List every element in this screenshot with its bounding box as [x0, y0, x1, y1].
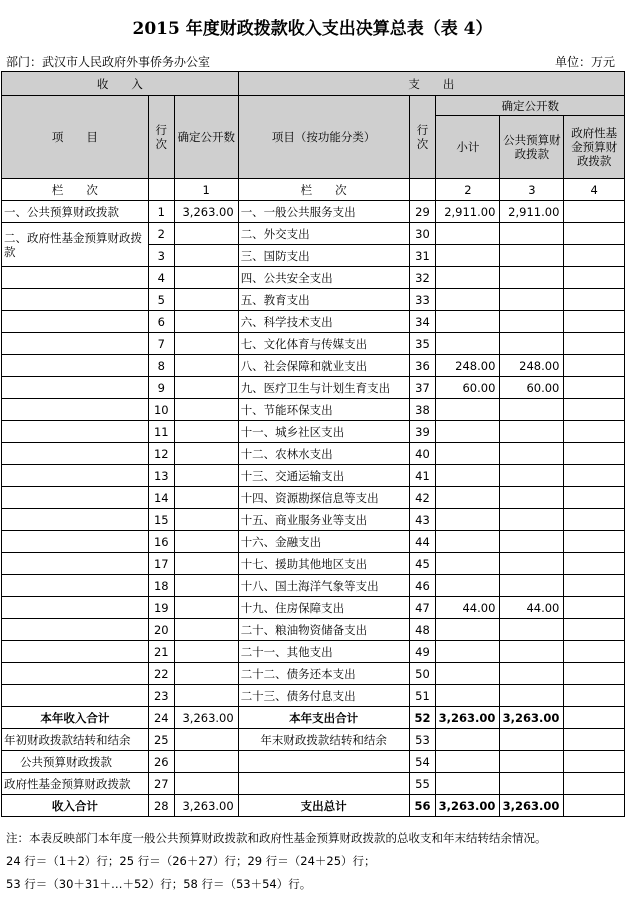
- row-no: 1: [148, 201, 174, 223]
- expense-public-budget: 60.00: [500, 377, 564, 399]
- table-row: [2, 267, 625, 289]
- expense-gov-fund: [564, 311, 625, 333]
- row-no: 38: [409, 399, 436, 421]
- row-no: 53: [409, 729, 436, 751]
- expense-gov-fund: [564, 289, 625, 311]
- expense-gov-fund: [564, 597, 625, 619]
- expense-total-public: 3,263.00: [500, 795, 564, 817]
- row-no: 30: [409, 223, 436, 245]
- income-item: [2, 311, 149, 333]
- expense-gov-fund: [564, 201, 625, 223]
- income-item: [2, 597, 149, 619]
- row-no: 17: [148, 553, 174, 575]
- expense-public-budget: [500, 421, 564, 443]
- row-no-header: 行次: [148, 96, 174, 179]
- table-row: [2, 289, 625, 311]
- formula-note: 53 行＝（30＋31＋…＋52）行；58 行＝（53＋54）行。: [6, 877, 312, 891]
- expense-subtotal: [436, 685, 500, 707]
- row-no: 32: [409, 267, 436, 289]
- expense-subtotal: [436, 267, 500, 289]
- expense-public-budget: [500, 289, 564, 311]
- row-no: 52: [409, 707, 436, 729]
- income-amount: [174, 223, 238, 245]
- header-row-sections: [2, 72, 625, 96]
- department-label: 部门：武汉市人民政府外事侨务办公室: [6, 55, 211, 69]
- row-no: 14: [148, 487, 174, 509]
- balance-row: [2, 729, 625, 751]
- income-item: [2, 663, 149, 685]
- expense-subtotal: [436, 399, 500, 421]
- col-index-1: 1: [174, 179, 238, 201]
- expense-subtotal: [436, 311, 500, 333]
- expense-public-budget: [500, 553, 564, 575]
- income-item: [2, 465, 149, 487]
- table-row: [2, 641, 625, 663]
- row-no: 23: [148, 685, 174, 707]
- expense-public-budget: [500, 663, 564, 685]
- row-no: 3: [148, 245, 174, 267]
- table-row: [2, 333, 625, 355]
- column-label: 栏 次: [238, 179, 409, 201]
- row-no: 15: [148, 509, 174, 531]
- expense-gov-fund: [564, 399, 625, 421]
- expense-subtotal: 2,911.00: [436, 201, 500, 223]
- table-row: [2, 575, 625, 597]
- expense-gov-fund: [564, 663, 625, 685]
- expense-item: 二十一、其他支出: [238, 641, 409, 663]
- expense-subtotal: [436, 223, 500, 245]
- expense-public-budget: [500, 443, 564, 465]
- row-no: 20: [148, 619, 174, 641]
- expense-gov-fund: [564, 575, 625, 597]
- public-budget-balance-row: [2, 751, 625, 773]
- expense-item: 二、外交支出: [238, 223, 409, 245]
- row-no: 28: [148, 795, 174, 817]
- expense-public-budget: [500, 245, 564, 267]
- expense-subtotal: [436, 333, 500, 355]
- expense-public-budget: [500, 685, 564, 707]
- income-item: [2, 399, 149, 421]
- expense-item: 六、科学技术支出: [238, 311, 409, 333]
- page-title: 2015 年度财政拨款收入支出决算总表（表 4）: [132, 19, 493, 39]
- year-expense-subtotal: 3,263.00: [436, 707, 500, 729]
- table-row: [2, 531, 625, 553]
- expense-public-budget: 2,911.00: [500, 201, 564, 223]
- income-amount: [174, 531, 238, 553]
- year-income-label: 本年收入合计: [2, 707, 149, 729]
- row-no: 29: [409, 201, 436, 223]
- unit-label: 单位：万元: [554, 55, 615, 69]
- income-amount: [174, 289, 238, 311]
- row-no: 42: [409, 487, 436, 509]
- row-no: 9: [148, 377, 174, 399]
- public-budget-label: 公共预算财政拨款: [2, 751, 149, 773]
- expense-public-budget: [500, 333, 564, 355]
- row-no: 8: [148, 355, 174, 377]
- row-no: 47: [409, 597, 436, 619]
- income-amount: [174, 399, 238, 421]
- expense-item: 三、国防支出: [238, 245, 409, 267]
- income-amount: [174, 509, 238, 531]
- expense-gov-fund: [564, 685, 625, 707]
- income-amount: [174, 377, 238, 399]
- row-no: 48: [409, 619, 436, 641]
- expense-gov-fund: [564, 267, 625, 289]
- income-item: 二、政府性基金预算财政拨款: [2, 223, 149, 267]
- expense-subtotal: 60.00: [436, 377, 500, 399]
- row-no: 12: [148, 443, 174, 465]
- row-no: 39: [409, 421, 436, 443]
- income-amount: [174, 553, 238, 575]
- row-no: 10: [148, 399, 174, 421]
- expense-item: 九、医疗卫生与计划生育支出: [238, 377, 409, 399]
- table-row: [2, 399, 625, 421]
- year-expense-label: 本年支出合计: [238, 707, 409, 729]
- expense-item: 十二、农林水支出: [238, 443, 409, 465]
- expense-item: 二十二、债务还本支出: [238, 663, 409, 685]
- row-no: 44: [409, 531, 436, 553]
- income-amount: [174, 245, 238, 267]
- formula-note: 24 行＝（1＋2）行；25 行＝（26＋27）行；29 行＝（24＋25）行；: [6, 854, 376, 868]
- table-row: [2, 597, 625, 619]
- income-total-amount: 3,263.00: [174, 795, 238, 817]
- expense-item: 十七、援助其他地区支出: [238, 553, 409, 575]
- table-row: [2, 685, 625, 707]
- income-item: [2, 487, 149, 509]
- income-amount: [174, 355, 238, 377]
- gov-fund-label: 政府性基金预算财政拨款: [2, 773, 149, 795]
- income-amount: [174, 641, 238, 663]
- row-no: 35: [409, 333, 436, 355]
- income-total-label: 收入合计: [2, 795, 149, 817]
- expense-item: 一、一般公共服务支出: [238, 201, 409, 223]
- end-balance-label: 年末财政拨款结转和结余: [238, 729, 409, 751]
- row-no: 43: [409, 509, 436, 531]
- income-amount: 3,263.00: [174, 201, 238, 223]
- expense-item: 八、社会保障和就业支出: [238, 355, 409, 377]
- expense-gov-fund: [564, 377, 625, 399]
- income-amount: [174, 443, 238, 465]
- expense-subtotal: 248.00: [436, 355, 500, 377]
- expense-gov-fund: [564, 553, 625, 575]
- row-no: 11: [148, 421, 174, 443]
- table-row: [2, 663, 625, 685]
- row-no: 49: [409, 641, 436, 663]
- subtotal-header: 小计: [436, 116, 500, 179]
- expense-public-budget: [500, 509, 564, 531]
- row-no: 40: [409, 443, 436, 465]
- expense-gov-fund: [564, 531, 625, 553]
- income-item: [2, 333, 149, 355]
- gov-fund-header: 政府性基金预算财政拨款: [564, 116, 625, 179]
- expense-item: 十五、商业服务业等支出: [238, 509, 409, 531]
- expense-public-budget: [500, 311, 564, 333]
- col-index-2: 2: [436, 179, 500, 201]
- income-item: [2, 421, 149, 443]
- expense-subtotal: [436, 487, 500, 509]
- row-no: 54: [409, 751, 436, 773]
- income-item: [2, 685, 149, 707]
- table-row: [2, 355, 625, 377]
- income-item: [2, 509, 149, 531]
- income-item: [2, 641, 149, 663]
- row-no: 5: [148, 289, 174, 311]
- expense-gov-fund: [564, 443, 625, 465]
- table-row: [2, 509, 625, 531]
- expense-item: 十四、资源勘探信息等支出: [238, 487, 409, 509]
- confirmed-amount-header: 确定公开数: [174, 96, 238, 179]
- row-no: 36: [409, 355, 436, 377]
- income-item: 一、公共预算财政拨款: [2, 201, 149, 223]
- public-budget-header: 公共预算财政拨款: [500, 116, 564, 179]
- column-index-row: [2, 179, 625, 201]
- expense-public-budget: [500, 465, 564, 487]
- expense-subtotal: [436, 531, 500, 553]
- expense-subtotal: [436, 641, 500, 663]
- income-item: [2, 575, 149, 597]
- table-note: 注：本表反映部门本年度一般公共预算财政拨款和政府性基金预算财政拨款的总收支和年末结转结余情况。: [6, 831, 547, 845]
- income-item: [2, 355, 149, 377]
- expense-item: 十三、交通运输支出: [238, 465, 409, 487]
- expense-public-budget: [500, 575, 564, 597]
- row-no: 25: [148, 729, 174, 751]
- income-item: [2, 553, 149, 575]
- row-no: 16: [148, 531, 174, 553]
- table-row: [2, 487, 625, 509]
- expense-public-budget: 44.00: [500, 597, 564, 619]
- income-amount: [174, 597, 238, 619]
- expense-subtotal: [436, 289, 500, 311]
- expense-public-budget: [500, 487, 564, 509]
- row-no: 51: [409, 685, 436, 707]
- expense-subtotal: [436, 619, 500, 641]
- row-no: 18: [148, 575, 174, 597]
- income-header: 收 入: [2, 72, 239, 96]
- expense-public-budget: [500, 641, 564, 663]
- expense-item: 二十、粮油物资储备支出: [238, 619, 409, 641]
- row-no: 26: [148, 751, 174, 773]
- row-no: 24: [148, 707, 174, 729]
- item-header: 项 目: [2, 96, 149, 179]
- row-no: 33: [409, 289, 436, 311]
- income-item: [2, 531, 149, 553]
- expense-item: 十、节能环保支出: [238, 399, 409, 421]
- year-expense-public: 3,263.00: [500, 707, 564, 729]
- expense-public-budget: [500, 531, 564, 553]
- income-amount: [174, 487, 238, 509]
- expense-item: 四、公共安全支出: [238, 267, 409, 289]
- row-no: 50: [409, 663, 436, 685]
- row-no: 19: [148, 597, 174, 619]
- expense-item: 五、教育支出: [238, 289, 409, 311]
- income-item: [2, 443, 149, 465]
- expense-gov-fund: [564, 333, 625, 355]
- expense-subtotal: [436, 575, 500, 597]
- col-index-3: 3: [500, 179, 564, 201]
- row-no: 41: [409, 465, 436, 487]
- row-no: 13: [148, 465, 174, 487]
- income-item: [2, 619, 149, 641]
- income-amount: [174, 267, 238, 289]
- expense-gov-fund: [564, 641, 625, 663]
- row-no: 34: [409, 311, 436, 333]
- income-amount: [174, 619, 238, 641]
- expense-subtotal: [436, 553, 500, 575]
- grand-total-row: [2, 795, 625, 817]
- row-no: 27: [148, 773, 174, 795]
- row-no: 56: [409, 795, 436, 817]
- expense-subtotal: [436, 443, 500, 465]
- expense-subtotal: [436, 421, 500, 443]
- expense-subtotal: 44.00: [436, 597, 500, 619]
- table-row: [2, 553, 625, 575]
- income-amount: [174, 663, 238, 685]
- income-amount: [174, 685, 238, 707]
- income-item: [2, 267, 149, 289]
- expense-item: 十六、金融支出: [238, 531, 409, 553]
- expense-item: 七、文化体育与传媒支出: [238, 333, 409, 355]
- expense-gov-fund: [564, 355, 625, 377]
- expense-item: 十八、国土海洋气象等支出: [238, 575, 409, 597]
- row-no: 37: [409, 377, 436, 399]
- expense-gov-fund: [564, 509, 625, 531]
- expense-subtotal: [436, 465, 500, 487]
- expense-gov-fund: [564, 619, 625, 641]
- row-no: 55: [409, 773, 436, 795]
- col-index-4: 4: [564, 179, 625, 201]
- income-item: [2, 377, 149, 399]
- table-row: [2, 443, 625, 465]
- expense-public-budget: [500, 267, 564, 289]
- row-no: 46: [409, 575, 436, 597]
- table-row: [2, 421, 625, 443]
- expense-public-budget: [500, 619, 564, 641]
- confirmed-public-header: 确定公开数: [436, 96, 625, 116]
- expense-item: 二十三、债务付息支出: [238, 685, 409, 707]
- expense-row-no-header: 行次: [409, 96, 436, 179]
- income-amount: [174, 333, 238, 355]
- row-no: 22: [148, 663, 174, 685]
- table-row: [2, 619, 625, 641]
- year-income-amount: 3,263.00: [174, 707, 238, 729]
- year-total-row: [2, 707, 625, 729]
- expense-header: 支 出: [238, 72, 624, 96]
- expense-gov-fund: [564, 223, 625, 245]
- row-no: 31: [409, 245, 436, 267]
- table-row: [2, 465, 625, 487]
- expense-public-budget: [500, 223, 564, 245]
- expense-item: 十一、城乡社区支出: [238, 421, 409, 443]
- row-no: 45: [409, 553, 436, 575]
- budget-table: [1, 71, 625, 817]
- header-row-labels: [2, 96, 625, 116]
- column-label: 栏 次: [2, 179, 149, 201]
- expense-gov-fund: [564, 465, 625, 487]
- table-row: [2, 223, 625, 245]
- expense-gov-fund: [564, 487, 625, 509]
- table-row: [2, 311, 625, 333]
- gov-fund-balance-row: [2, 773, 625, 795]
- row-no: 7: [148, 333, 174, 355]
- row-no: 6: [148, 311, 174, 333]
- row-no: 2: [148, 223, 174, 245]
- expense-gov-fund: [564, 421, 625, 443]
- function-item-header: 项目（按功能分类）: [238, 96, 409, 179]
- income-item: [2, 289, 149, 311]
- expense-public-budget: [500, 399, 564, 421]
- expense-public-budget: 248.00: [500, 355, 564, 377]
- row-no: 4: [148, 267, 174, 289]
- expense-gov-fund: [564, 245, 625, 267]
- income-amount: [174, 465, 238, 487]
- begin-balance-label: 年初财政拨款结转和结余: [2, 729, 149, 751]
- income-amount: [174, 575, 238, 597]
- income-amount: [174, 311, 238, 333]
- expense-subtotal: [436, 245, 500, 267]
- expense-total-subtotal: 3,263.00: [436, 795, 500, 817]
- table-row: [2, 377, 625, 399]
- expense-item: 十九、住房保障支出: [238, 597, 409, 619]
- expense-subtotal: [436, 509, 500, 531]
- table-row: [2, 201, 625, 223]
- expense-total-label: 支出总计: [238, 795, 409, 817]
- expense-subtotal: [436, 663, 500, 685]
- income-amount: [174, 421, 238, 443]
- row-no: 21: [148, 641, 174, 663]
